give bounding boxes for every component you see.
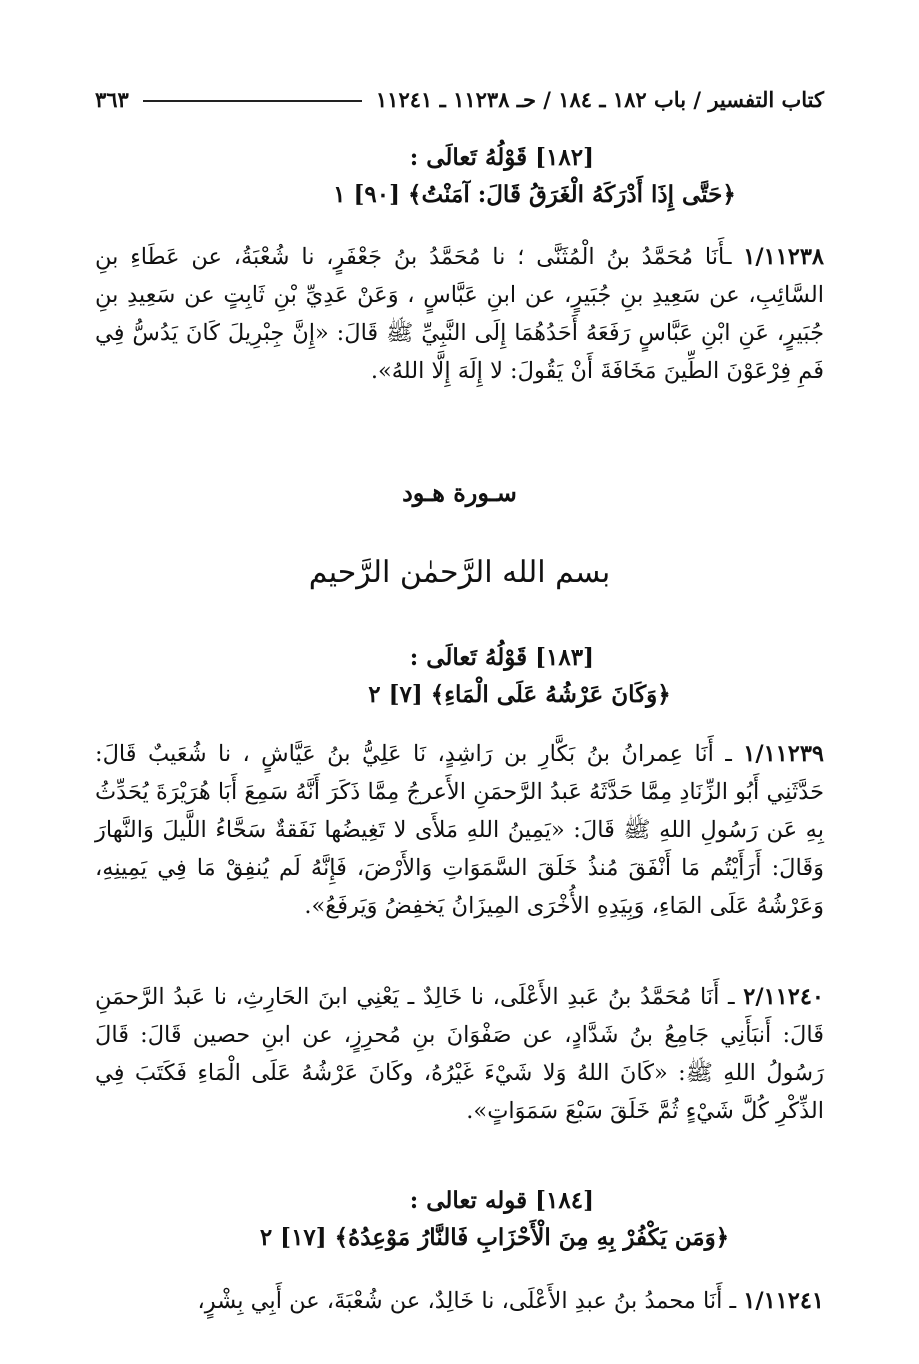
hadith-11240 <box>95 978 824 1130</box>
section-heading: [١٨٣] قَوْلُهُ تَعالَى : <box>409 644 594 671</box>
section-184 <box>95 1183 824 1257</box>
hadith-number: ١/١١٢٤١ <box>743 1288 824 1314</box>
hadith-number: ١/١١٢٣٩ <box>743 741 824 767</box>
hadith-11239 <box>95 735 824 925</box>
quran-verse: ﴿وَمَن يَكْفُرْ بِهِ مِنَ الْأَحْزَابِ فَالنَّارُ مَوْعِدُهُ﴾ [١٧] ٢ <box>259 1224 730 1251</box>
hadith-text: ـ أَنَا عِمرانُ بنُ بَكَّارِ بن رَاشِدٍ، نَا عَلِيُّ بنُ عَيَّاشٍ ، نا شُعَيبٌ قَالَ: حَدَّثَنِي أَبُو الزِّنَادِ مِمَّا حَدَّثَهُ عَبدُ الرَّحمَنِ الأَعرجُ مِمَّا ذَكَرَ أَنَّهُ سَمِعَ أَبَا هُرَيْرَةَ يُحَدِّثُ بِهِ عَن رَسُولِ اللهِ ﷺ قَالَ: «يَمِينُ اللهِ مَلأَى لا تَغِيضُها نَفَقةٌ سَحَّاءُ اللَّيلَ وَالنَّهارَ وَقَالَ: أَرَأَيْتُم مَا أَنْفَقَ مُنذُ خَلَقَ السَّمَوَاتِ وَالأَرْضَ، فَإِنَّهُ لَم يُنفِقْ مَا فِي يَمِينِهِ، وَعَرْشُهُ عَلَى المَاءِ، وَبِيَدِهِ الأُخْرَى المِيزَانُ يَخفِضُ وَيَرفَعُ». <box>95 741 824 919</box>
surah-title: سـورة هـود <box>402 478 517 507</box>
basmala: بسم الله الرَّحمٰن الرَّحيم <box>308 555 611 590</box>
section-heading: [١٨٢] قَوْلُهُ تَعالَى : <box>409 144 594 171</box>
section-183 <box>95 640 824 714</box>
hadith-number: ٢/١١٢٤٠ <box>743 984 824 1010</box>
hadith-number: ١/١١٢٣٨ <box>743 244 825 270</box>
quran-verse: ﴿وَكَانَ عَرْشُهُ عَلَى الْمَاءِ﴾ [٧] ٢ <box>368 681 671 708</box>
section-182 <box>95 140 824 214</box>
page-number: ٣٦٣ <box>95 86 129 112</box>
hadith-text: ـ أَنَا مُحَمَّدُ بنُ عَبدِ الأَعْلَى، نا خَالِدٌ ـ يَعْنِي ابنَ الحَارِثِ، نا عَبدُ الرَّحمَنِ قَالَ: أَنبَأَنِي جَامِعُ بنُ شَدَّادٍ، عن صَفْوَانَ بنِ مُحرِزٍ، عن ابنِ حصين قَالَ: قَالَ رَسُولُ اللهِ ﷺ: «كَانَ اللهُ وَلا شَيْءَ غَيْرُهُ، وكَانَ عَرْشُهُ عَلَى الْمَاءِ فَكَتَبَ فِي الذِّكْرِ كُلَّ شَيْءٍ ثُمَّ خَلَقَ سَبْعَ سَمَوَاتٍ». <box>95 984 824 1124</box>
section-heading: [١٨٤] قوله تعالى : <box>409 1187 594 1214</box>
running-title: كتاب التفسير / باب ١٨٢ ـ ١٨٤ / حـ ١١٢٣٨ ـ ١١٢٤١ <box>375 86 824 112</box>
hadith-text: ـأَنَا مُحَمَّدُ بنُ الْمُثَنَّى ؛ نا مُحَمَّدُ بنُ جَعْفَرٍ، نا شُعْبَةُ، عن عَطَاءِ بنِ السَّائِبِ، عن سَعِيدِ بنِ جُبَيرٍ، عن ابنِ عَبَّاسٍ ، وَعَنْ عَدِيِّ بْنِ ثَابِتٍ عن سَعِيدِ بنِ جُبَيرٍ، عَنِ ابْنِ عَبَّاسٍ رَفَعَهُ أَحَدُهُمَا إِلَى النَّبِيِّ ﷺ قَالَ: «إِنَّ جِبْرِيلَ كَانَ يَدُسُّ فِي فَمِ فِرْعَوْنَ الطِّينَ مَخَافَةَ أَنْ يَقُولَ: لا إِلَهَ إِلَّا اللهُ». <box>95 244 824 384</box>
hadith-11238 <box>95 238 824 390</box>
hadith-text: ـ أَنَا محمدُ بنُ عبدِ الأَعْلَى، نا خَالِدٌ، عن شُعْبَةَ، عن أَبِي بِشْرٍ، <box>197 1288 737 1314</box>
hadith-11241 <box>95 1282 824 1320</box>
header-rule <box>143 100 362 102</box>
quran-verse: ﴿حَتَّى إِذَا أَدْرَكَهُ الْغَرَقُ قَالَ: آمَنْتُ﴾ [٩٠] ١ <box>333 181 736 208</box>
running-header <box>95 82 824 116</box>
